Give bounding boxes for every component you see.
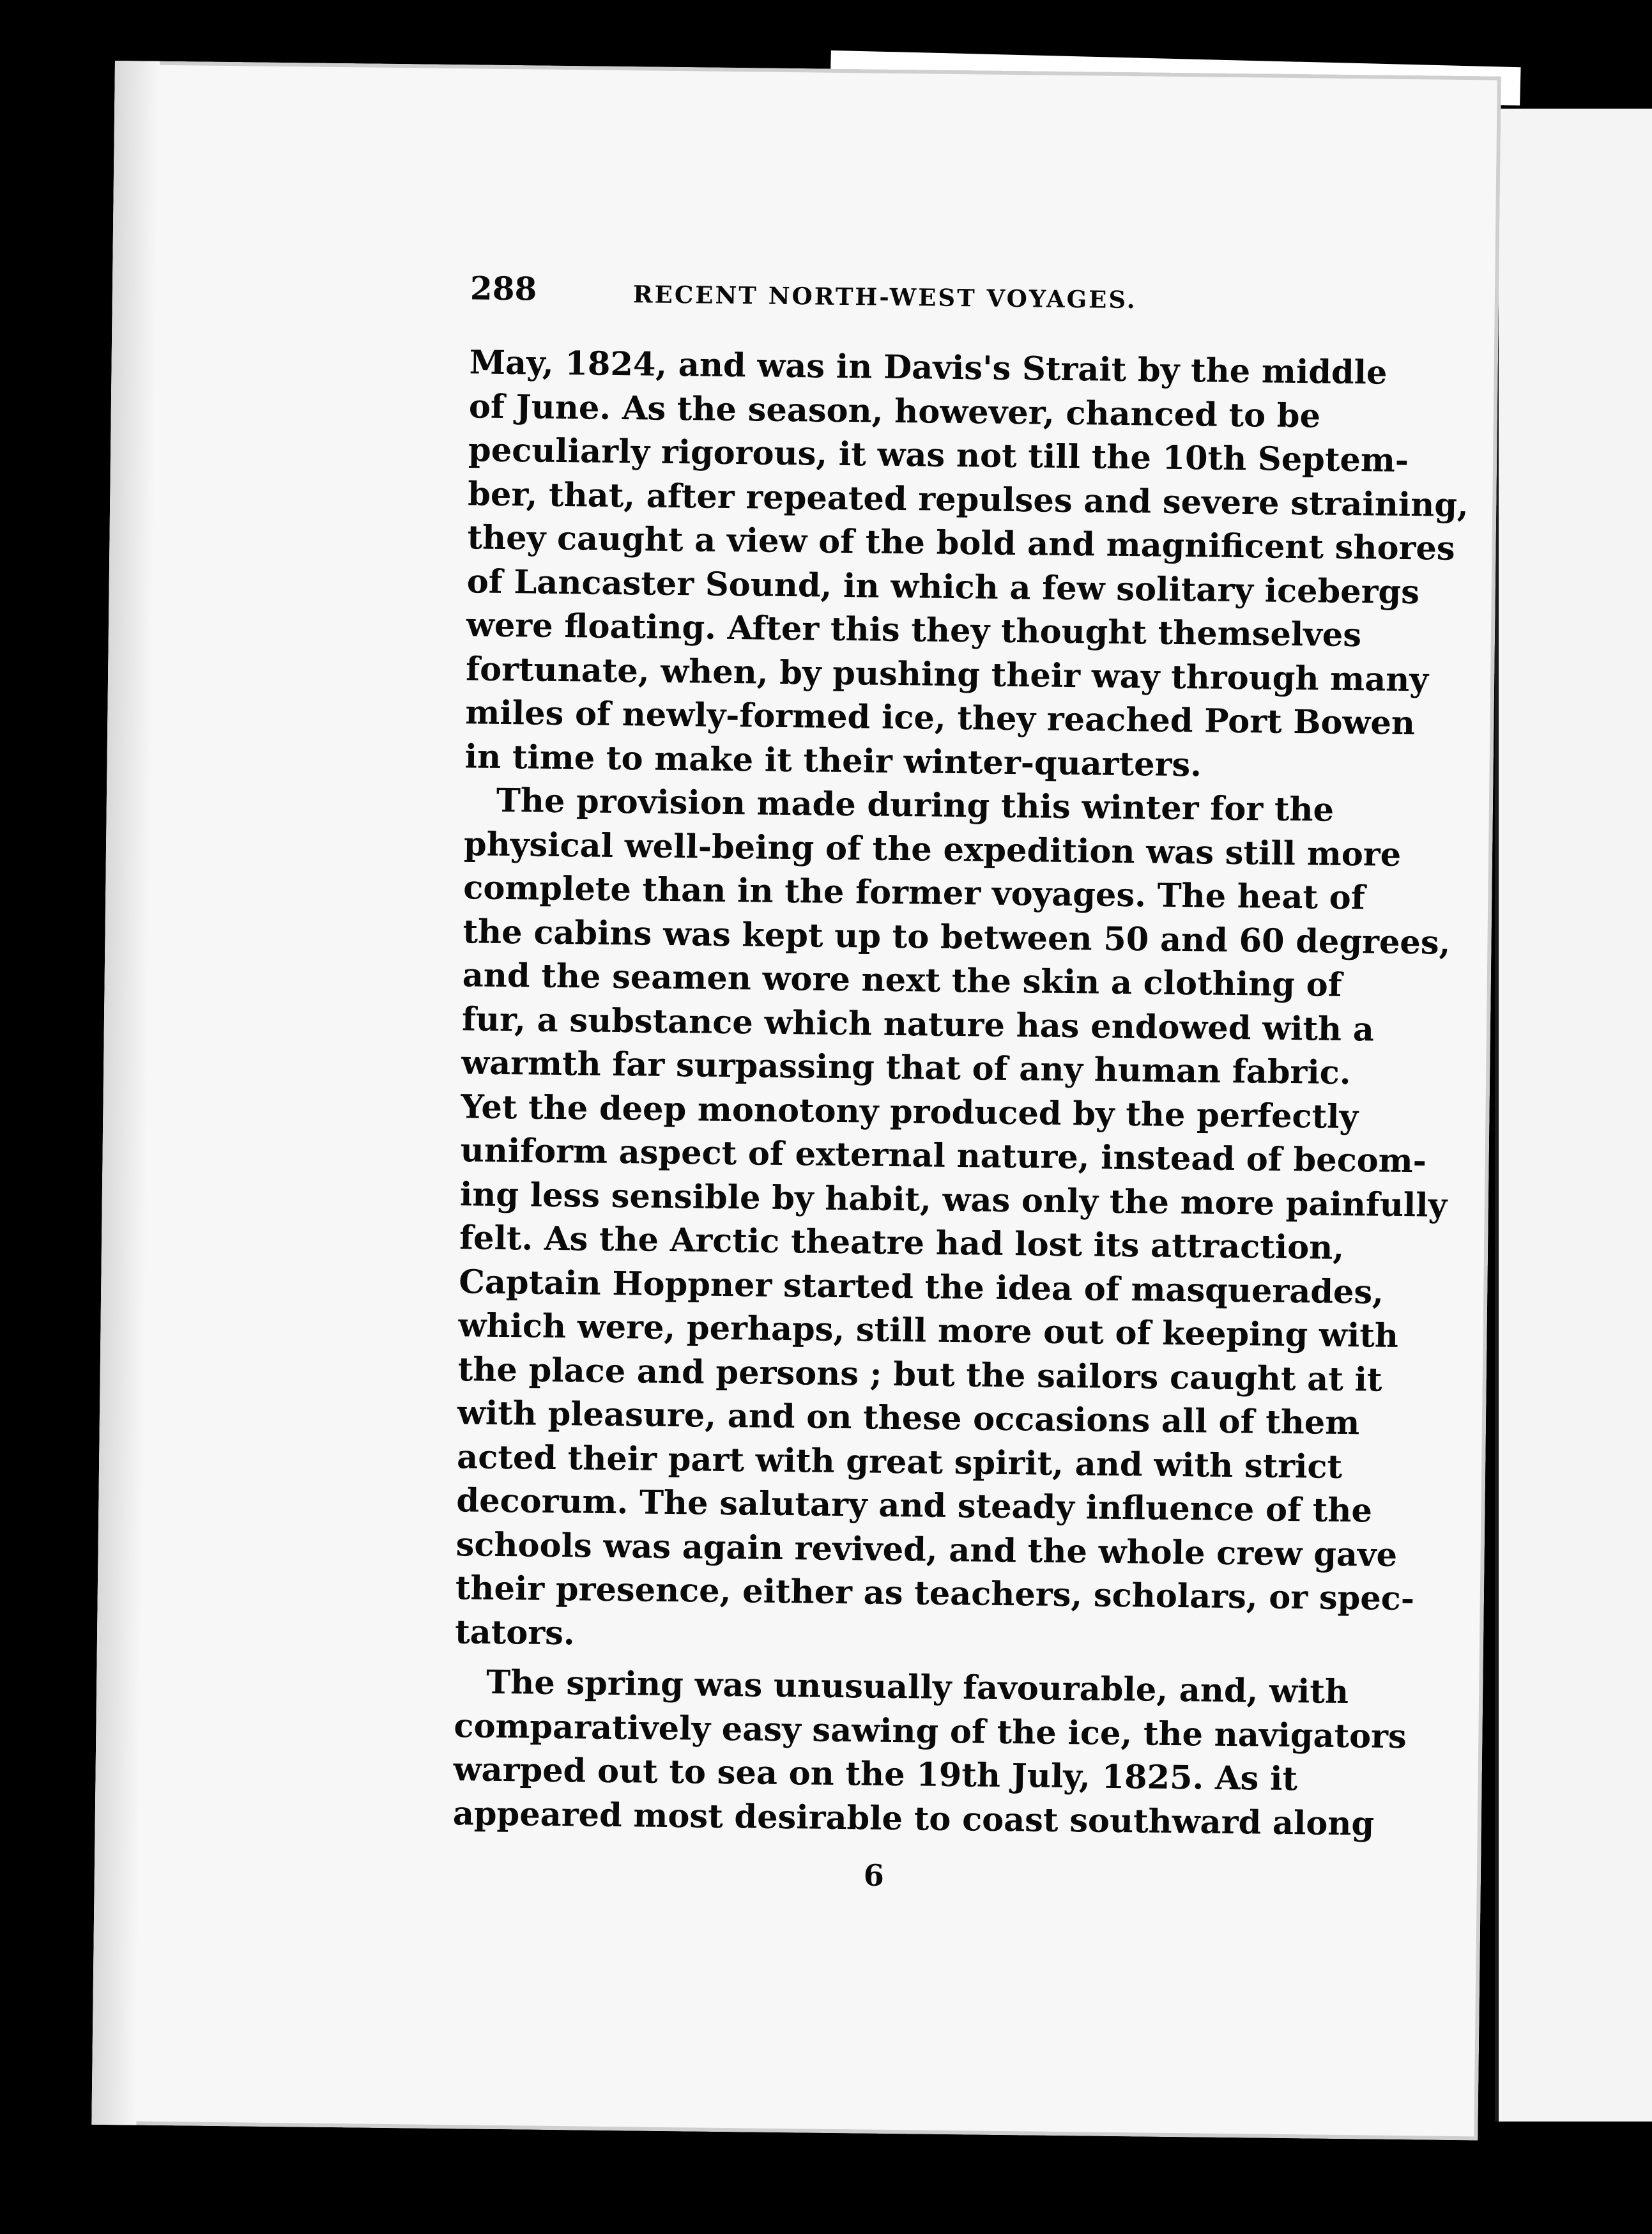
- text-line: ber, that, after repeated repulses and severe straining,: [468, 474, 1469, 525]
- text-line: with pleasure, and on these occasions all of them: [457, 1394, 1360, 1443]
- text-line: comparatively easy sawing of the ice, the navigators: [454, 1706, 1407, 1756]
- signature-mark: 6: [863, 1858, 885, 1893]
- text-line: tators.: [454, 1612, 575, 1652]
- text-line: and the seamen wore next the skin a clothing of: [462, 956, 1342, 1005]
- adjacent-page: [1495, 109, 1652, 2122]
- text-line: decorum. The salutary and steady influence of the: [456, 1481, 1373, 1530]
- paragraph: [464, 341, 1469, 788]
- page-content: [452, 269, 1469, 1897]
- page-number: 288: [470, 269, 537, 308]
- text-line: uniform aspect of external nature, instead of becom-: [460, 1131, 1427, 1181]
- text-line: were floating. After this they thought themselves: [466, 606, 1362, 655]
- text-line: The provision made during this winter for the: [496, 781, 1335, 829]
- text-line: fur, a substance which nature has endowed with a: [461, 999, 1375, 1049]
- text-line: they caught a view of the bold and magnificent shores: [467, 518, 1455, 568]
- text-line: of June. As the season, however, chanced to be: [468, 387, 1321, 435]
- text-line: acted their part with great spirit, and with strict: [456, 1437, 1343, 1486]
- text-line: The spring was unusually favourable, and, with: [486, 1663, 1349, 1712]
- text-line: felt. As the Arctic theatre had lost its attraction,: [459, 1219, 1345, 1267]
- running-head: [470, 269, 1313, 336]
- text-line: warmth far surpassing that of any human fabric.: [461, 1044, 1351, 1093]
- text-line: ing less sensible by habit, was only the more painfully: [459, 1175, 1448, 1225]
- text-line: fortunate, when, by pushing their way through many: [465, 649, 1429, 699]
- text-line: the place and persons ; but the sailors caught at it: [457, 1350, 1382, 1399]
- text-line: schools was again revived, and the whole crew gave: [455, 1525, 1398, 1575]
- running-title: RECENT NORTH-WEST VOYAGES.: [632, 280, 1137, 314]
- text-line: physical well-being of the expedition was still more: [463, 824, 1402, 874]
- body-text: [452, 341, 1469, 1845]
- book-page: [91, 61, 1501, 2140]
- text-line: complete than in the former voyages. The heat of: [463, 868, 1366, 918]
- text-line: Captain Hoppner started the idea of masquerades,: [459, 1262, 1384, 1312]
- paragraph: [452, 1660, 1407, 1845]
- text-line: the cabins was kept up to between 50 and 60 degrees,: [463, 912, 1451, 962]
- text-line: of Lancaster Sound, in which a few solitary icebergs: [466, 562, 1420, 612]
- paragraph: [454, 778, 1451, 1663]
- text-line: which were, perhaps, still more out of keeping with: [458, 1306, 1399, 1355]
- text-line: their presence, either as teachers, scholars, or spec-: [455, 1569, 1415, 1619]
- text-line: Yet the deep monotony produced by the perfectly: [461, 1087, 1359, 1136]
- text-line: appeared most desirable to coast southward along: [452, 1794, 1375, 1844]
- text-line: warped out to sea on the 19th July, 1825. As it: [453, 1750, 1298, 1799]
- text-line: peculiarly rigorous, it was not till the 10th Septem-: [468, 431, 1409, 481]
- text-line: miles of newly-formed ice, they reached Port Bowen: [465, 693, 1416, 743]
- text-line: in time to make it their winter-quarters.: [464, 737, 1202, 784]
- text-line: May, 1824, and was in Davis's Strait by the middle: [469, 343, 1388, 392]
